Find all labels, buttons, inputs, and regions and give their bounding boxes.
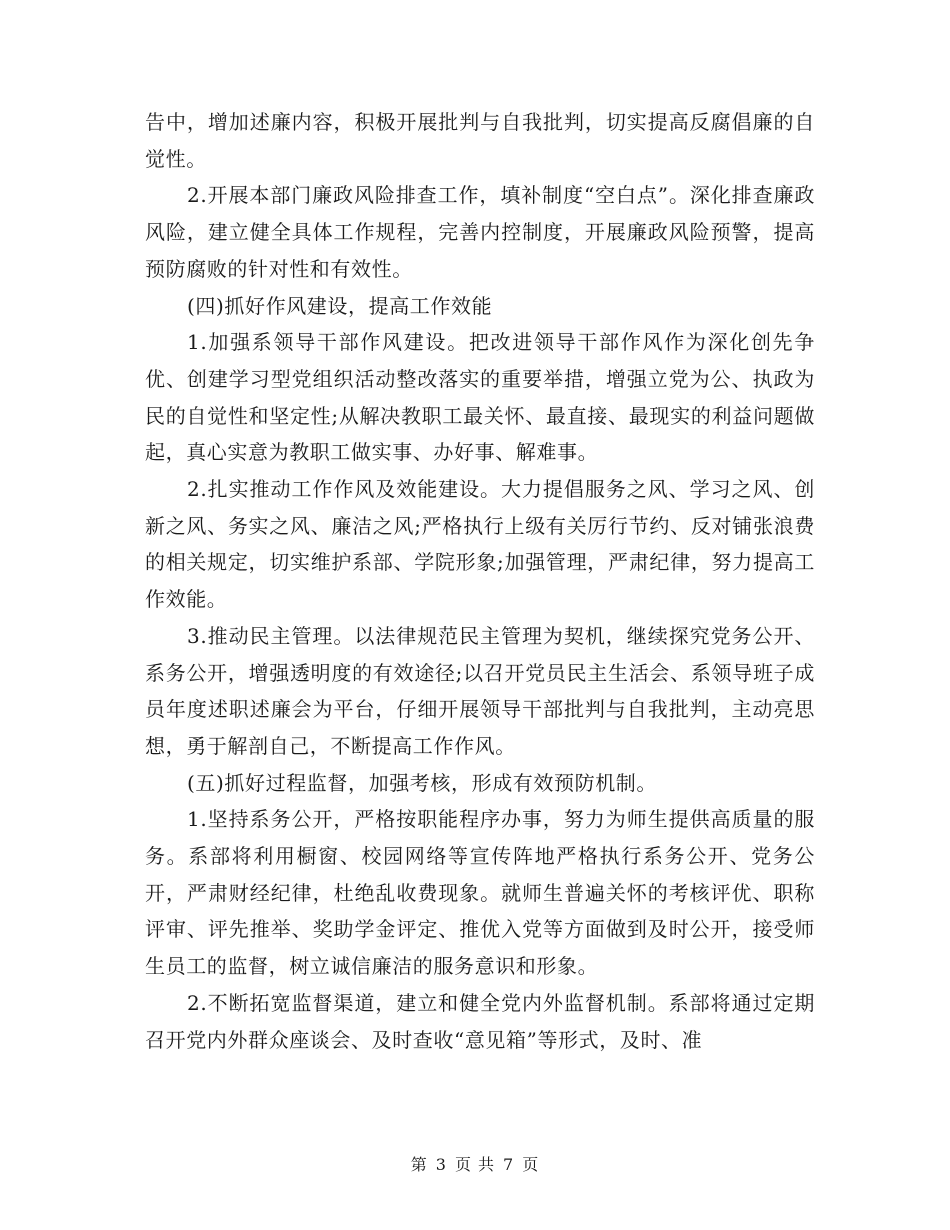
paragraph-continuation: 告中，增加述廉内容，积极开展批判与自我批判，切实提高反腐倡廉的自觉性。 [145,110,815,171]
footer-suffix: 页 [522,1155,540,1174]
total-page-count: 7 [503,1155,515,1174]
paragraph-work-efficiency: 2.扎实推动工作作风及效能建设。大力提倡服务之风、学习之风、创新之风、务实之风、廉洁之风;严格执行上级有关厉行节约、反对铺张浪费的相关规定，切实维护系部、学院形象;加强管理，严肃纪律，努力提高工作效能。 [145,477,815,612]
paragraph-supervision-channels: 2.不断拓宽监督渠道，建立和健全党内外监督机制。系部将通过定期召开党内外群众座谈会、及时查收“意见箱”等形式，及时、准 [145,990,815,1052]
paragraph-risk-check: 2.开展本部门廉政风险排查工作，填补制度“空白点”。深化排查廉政风险，建立健全具体工作规程，完善内控制度，开展廉政风险预警，提高预防腐败的针对性和有效性。 [145,183,815,281]
paragraph-democratic-management: 3.推动民主管理。以法律规范民主管理为契机，继续探究党务公开、系务公开，增强透明度的有效途径;以召开党员民主生活会、系领导班子成员年度述职述廉会为平台，仔细开展领导干部批判与自我批判，主动亮思想，勇于解剖自己，不断提高工作作风。 [145,623,815,758]
page-footer [0,1152,950,1175]
paragraph-leadership-style: 1.加强系领导干部作风建设。把改进领导干部作风作为深化创先争优、创建学习型党组织活动整改落实的重要举措，增强立党为公、执政为民的自觉性和坚定性;从解决教职工最关怀、最直接、最现实的利益问题做起，真心实意为教职工做实事、办好事、解难事。 [145,330,815,465]
section-heading-4: (四)抓好作风建设，提高工作效能 [187,293,493,318]
footer-prefix: 第 [410,1155,428,1174]
paragraph-affairs-openness: 1.坚持系务公开，严格按职能程序办事，努力为师生提供高质量的服务。系部将利用橱窗、校园网络等宣传阵地严格执行系务公开、党务公开，严肃财经纪律，杜绝乱收费现象。就师生普遍关怀的考核评优、职称评审、评先推举、奖助学金评定、推优入党等方面做到及时公开，接受师生员工的监督，树立诚信廉洁的服务意识和形象。 [145,807,815,979]
section-heading-5: (五)抓好过程监督，加强考核，形成有效预防机制。 [187,770,658,795]
footer-middle: 页 共 [454,1155,496,1174]
current-page-number: 3 [435,1155,447,1174]
document-body [145,104,815,1058]
